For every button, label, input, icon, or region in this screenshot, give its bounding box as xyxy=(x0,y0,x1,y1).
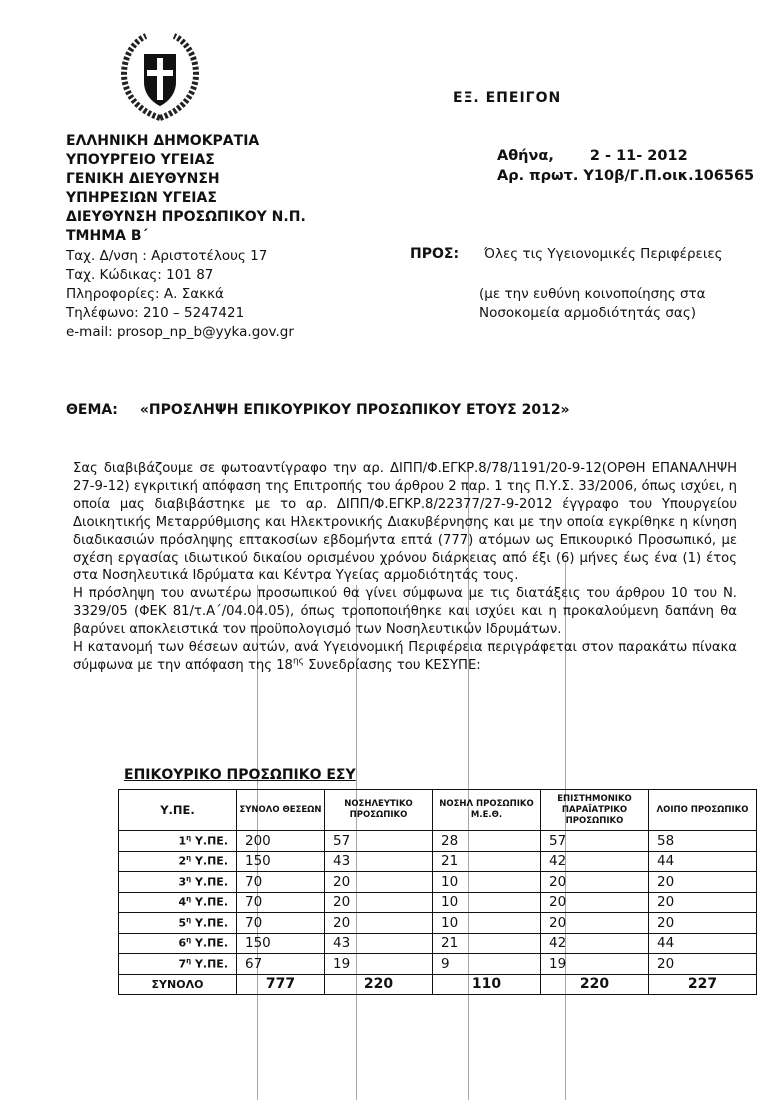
table-header-row xyxy=(119,790,757,831)
table-row xyxy=(119,954,757,975)
value-cell: 20 xyxy=(649,954,757,975)
value-cell: 150 xyxy=(237,933,325,954)
letter-body xyxy=(73,460,737,675)
region-ordinal: η xyxy=(186,915,192,924)
value-cell: 20 xyxy=(325,892,433,913)
region-number: 6 xyxy=(178,937,187,951)
body-paragraph: Η πρόσληψη του ανωτέρω προσωπικού θα γίνει σύμφωνα με τις διατάξεις του άρθρου 10 του Ν. 3329/05 (ΦΕΚ 81/τ.Α΄/04.04.05), όπως τροποποιήθηκε και ισχύει και η προκαλούμενη δαπάνη θα βαρύνει αποκλειστικά τον προϋπολογισμό των Νοσηλευτικών Ιδρυμάτων. xyxy=(73,586,737,638)
region-cell xyxy=(119,933,237,954)
region-ordinal: η xyxy=(186,895,192,904)
table-title: ΕΠΙΚΟΥΡΙΚΟ ΠΡΟΣΩΠΙΚΟ ΕΣΥ xyxy=(124,767,356,783)
region-ordinal: η xyxy=(186,936,192,945)
total-value-cell: 227 xyxy=(649,974,757,995)
value-cell: 44 xyxy=(649,851,757,872)
recipient-note xyxy=(479,285,706,323)
region-cell xyxy=(119,954,237,975)
value-cell: 57 xyxy=(541,831,649,852)
region-label: Υ.ΠΕ. xyxy=(191,937,228,951)
region-label: Υ.ΠΕ. xyxy=(191,834,228,848)
value-cell: 19 xyxy=(325,954,433,975)
sender-line: ΓΕΝΙΚΗ ΔΙΕΥΘΥΝΣΗ xyxy=(66,171,220,187)
contact-block xyxy=(66,247,294,342)
value-cell: 28 xyxy=(433,831,541,852)
value-cell: 20 xyxy=(325,872,433,893)
region-ordinal: η xyxy=(186,833,192,842)
column-header: ΛΟΙΠΟ ΠΡΟΣΩΠΙΚΟ xyxy=(649,790,757,831)
region-number: 7 xyxy=(178,957,187,971)
date-value: 2 - 11- 2012 xyxy=(589,148,688,164)
date-line xyxy=(497,146,754,166)
region-label: Υ.ΠΕ. xyxy=(191,896,228,910)
value-cell: 70 xyxy=(237,892,325,913)
phone-line: Τηλέφωνο: 210 – 5247421 xyxy=(66,305,245,321)
greek-coat-of-arms-emblem xyxy=(116,30,204,122)
sender-line: ΔΙΕΥΘΥΝΣΗ ΠΡΟΣΩΠΙΚΟΥ Ν.Π. xyxy=(66,209,306,225)
subject-label: ΘΕΜΑ: xyxy=(66,402,118,418)
column-header: ΝΟΣΗΛ ΠΡΟΣΩΠΙΚΟ Μ.Ε.Θ. xyxy=(433,790,541,831)
information-line: Πληροφορίες: Α. Σακκά xyxy=(66,286,224,302)
value-cell: 43 xyxy=(325,851,433,872)
recipient-note-line: Νοσοκομεία αρμοδιότητάς σας) xyxy=(479,305,697,321)
scan-artifact-line xyxy=(468,470,469,1100)
sender-line: ΤΜΗΜΑ Β΄ xyxy=(66,228,148,244)
table-total-row xyxy=(119,974,757,995)
value-cell: 200 xyxy=(237,831,325,852)
value-cell: 43 xyxy=(325,933,433,954)
column-header: ΣΥΝΟΛΟ ΘΕΣΕΩΝ xyxy=(237,790,325,831)
body-paragraph-text: Συνεδρίασης του ΚΕΣΥΠΕ: xyxy=(303,657,481,673)
date-label: Αθήνα, xyxy=(497,148,554,164)
region-number: 5 xyxy=(178,916,187,930)
address-line: Ταχ. Δ/νση : Αριστοτέλους 17 xyxy=(66,248,268,264)
total-value-cell: 220 xyxy=(325,974,433,995)
scan-artifact-line xyxy=(257,585,258,1100)
recipient-label: ΠΡΟΣ: xyxy=(410,246,460,262)
value-cell: 20 xyxy=(325,913,433,934)
value-cell: 10 xyxy=(433,892,541,913)
postal-code-line: Ταχ. Κώδικας: 101 87 xyxy=(66,267,214,283)
column-header: ΝΟΣΗΛΕΥΤΙΚΟ ΠΡΟΣΩΠΙΚΟ xyxy=(325,790,433,831)
value-cell: 19 xyxy=(541,954,649,975)
region-number: 4 xyxy=(178,896,187,910)
value-cell: 44 xyxy=(649,933,757,954)
value-cell: 20 xyxy=(649,872,757,893)
value-cell: 20 xyxy=(541,913,649,934)
value-cell: 58 xyxy=(649,831,757,852)
region-label: Υ.ΠΕ. xyxy=(191,875,228,889)
recipient-note-line: (με την ευθύνη κοινοποίησης στα xyxy=(479,286,706,302)
total-value-cell: 110 xyxy=(433,974,541,995)
scan-artifact-line xyxy=(565,560,566,1100)
table-row xyxy=(119,872,757,893)
region-label: Υ.ΠΕ. xyxy=(191,957,228,971)
value-cell: 10 xyxy=(433,872,541,893)
table-row xyxy=(119,892,757,913)
value-cell: 70 xyxy=(237,913,325,934)
table-row xyxy=(119,933,757,954)
recipient-text: Όλες τις Υγειονομικές Περιφέρειες xyxy=(484,246,723,262)
value-cell: 9 xyxy=(433,954,541,975)
urgent-label: ΕΞ. ΕΠΕΙΓΟΝ xyxy=(453,90,562,106)
scan-artifact-line xyxy=(356,585,357,1100)
region-ordinal: η xyxy=(186,956,192,965)
value-cell: 20 xyxy=(541,892,649,913)
value-cell: 57 xyxy=(325,831,433,852)
column-header: Υ.ΠΕ. xyxy=(119,790,237,831)
sender-line: ΕΛΛΗΝΙΚΗ ΔΗΜΟΚΡΑΤΙΑ xyxy=(66,133,260,149)
value-cell: 10 xyxy=(433,913,541,934)
region-number: 1 xyxy=(178,834,187,848)
region-ordinal: η xyxy=(186,854,192,863)
protocol-number: Αρ. πρωτ. Υ10β/Γ.Π.οικ.106565 xyxy=(497,168,755,184)
region-cell xyxy=(119,851,237,872)
subject-text: «ΠΡΟΣΛΗΨΗ ΕΠΙΚΟΥΡΙΚΟΥ ΠΡΟΣΩΠΙΚΟΥ ΕΤΟΥΣ 2012» xyxy=(139,402,570,418)
region-cell xyxy=(119,913,237,934)
table-row xyxy=(119,851,757,872)
value-cell: 20 xyxy=(541,872,649,893)
staff-allocation-table xyxy=(118,789,757,995)
email-line: e-mail: prosop_np_b@yyka.gov.gr xyxy=(66,324,294,340)
value-cell: 20 xyxy=(649,892,757,913)
sender-line: ΥΠΟΥΡΓΕΙΟ ΥΓΕΙΑΣ xyxy=(66,152,215,168)
value-cell: 20 xyxy=(649,913,757,934)
table-row xyxy=(119,913,757,934)
body-paragraph: Σας διαβιβάζουμε σε φωτοαντίγραφο την αρ. ΔΙΠΠ/Φ.ΕΓΚΡ.8/78/1191/20-9-12(ΟΡΘΗ ΕΠΑΝΑΛΗΨΗ 27-9-12) εγκριτική απόφαση της Επιτροπής του άρθρου 2 παρ. 1 της Π.Υ.Σ. 33/2006, όπως ισχύει, η οποία μας διαβιβάστηκε με το αρ. ΔΙΠΠ/Φ.ΕΓΚΡ.8/22377/27-9-2012 έγγραφο του Υπουργείου Διοικητικής Μεταρρύθμισης και Ηλεκτρονικής Διακυβέρνησης και με την οποία εγκρίθηκε η κίνηση διαδικασιών πρόσληψης επτακοσίων εβδομήντα επτά (777) ατόμων ως Επικουρικό Προσωπικό, με σχέση εργασίας ιδιωτικού δικαίου ορισμένου χρόνου διάρκειας από έξι (6) μήνες έως ένα (1) έτος στα Νοσηλευτικά Ιδρύματα και Κέντρα Υγείας αρμοδιότητάς τους. xyxy=(73,461,737,584)
body-paragraph-text: Η κατανομή των θέσεων αυτών, ανά Υγειονομική Περιφέρεια περιγράφεται στον παρακάτω πίνακα σύμφωνα με την απόφαση της 18 xyxy=(73,640,737,673)
value-cell: 70 xyxy=(237,872,325,893)
subject-line xyxy=(66,402,570,418)
total-value-cell: 220 xyxy=(541,974,649,995)
region-label: Υ.ΠΕ. xyxy=(191,916,228,930)
region-cell xyxy=(119,872,237,893)
region-cell xyxy=(119,831,237,852)
date-protocol-block xyxy=(497,146,754,186)
value-cell: 42 xyxy=(541,933,649,954)
table-row xyxy=(119,831,757,852)
sender-line: ΥΠΗΡΕΣΙΩΝ ΥΓΕΙΑΣ xyxy=(66,190,217,206)
body-paragraph xyxy=(73,639,737,675)
region-label: Υ.ΠΕ. xyxy=(191,855,228,869)
region-number: 3 xyxy=(178,875,187,889)
value-cell: 21 xyxy=(433,851,541,872)
value-cell: 150 xyxy=(237,851,325,872)
region-ordinal: η xyxy=(186,874,192,883)
ordinal-suffix: ης xyxy=(292,656,304,667)
region-number: 2 xyxy=(178,855,187,869)
value-cell: 67 xyxy=(237,954,325,975)
sender-block xyxy=(66,132,306,246)
total-label: ΣΥΝΟΛΟ xyxy=(119,974,237,995)
total-value-cell: 777 xyxy=(237,974,325,995)
region-cell xyxy=(119,892,237,913)
value-cell: 42 xyxy=(541,851,649,872)
value-cell: 21 xyxy=(433,933,541,954)
column-header: ΕΠΙΣΤΗΜΟΝΙΚΟ ΠΑΡΑΪΑΤΡΙΚΟ ΠΡΟΣΩΠΙΚΟ xyxy=(541,790,649,831)
